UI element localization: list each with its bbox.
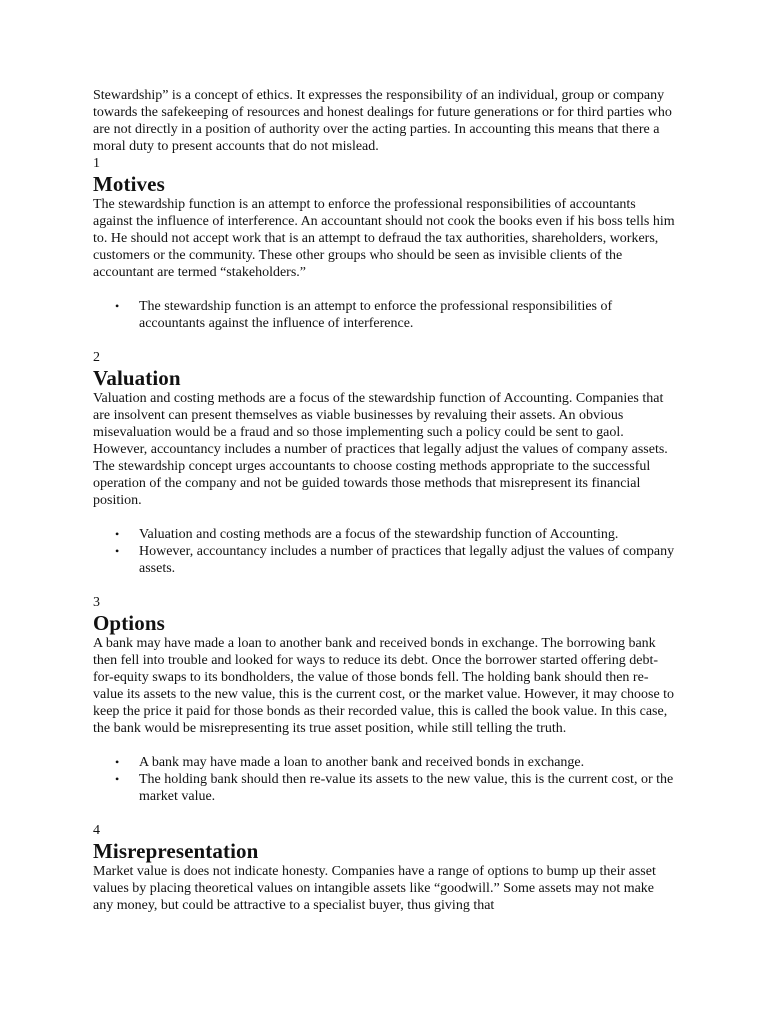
bullet-list-valuation xyxy=(93,526,677,577)
intro-paragraph: Stewardship” is a concept of ethics. It expresses the responsibility of an individual, group or company towards the safekeeping of resources and honest dealings for future generations or for third parties who are not directly in a position of authority over the acting parties. In accounting this means that there a moral duty to present accounts that do not mislead. xyxy=(93,88,672,154)
list-item: • Valuation and costing methods are a focus of the stewardship function of Accounting. xyxy=(139,526,677,543)
section-number-1: 1 xyxy=(93,156,100,171)
section-number-2: 2 xyxy=(93,350,100,365)
section-body-options: A bank may have made a loan to another bank and received bonds in exchange. The borrowing bank then fell into trouble and looked for ways to reduce its debt. Once the borrower started offering debt-for-equity swaps to its bondholders, the value of those bonds fell. The holding bank should then re-value its assets to the new value, this is the current cost, or the market value. However, it may choose to keep the price it paid for those bonds as their recorded value, this is called the book value. In this case, the bank would be misrepresenting its true asset position, while still telling the truth. xyxy=(93,636,675,736)
section-heading-motives: Motives xyxy=(93,172,165,196)
list-item: • The stewardship function is an attempt to enforce the professional responsibilities of accountants against the influence of interference. xyxy=(139,298,677,332)
bullet-list-motives xyxy=(93,298,677,332)
list-item: • However, accountancy includes a number of practices that legally adjust the values of company assets. xyxy=(139,543,677,577)
section-heading-options: Options xyxy=(93,611,165,635)
list-item: • The holding bank should then re-value its assets to the new value, this is the current cost, or the market value. xyxy=(139,771,677,805)
section-heading-valuation: Valuation xyxy=(93,366,181,390)
section-number-3: 3 xyxy=(93,595,100,610)
list-item: • A bank may have made a loan to another bank and received bonds in exchange. xyxy=(139,754,677,771)
section-body-misrepresentation: Market value is does not indicate honesty. Companies have a range of options to bump up their asset values by placing theoretical values on intangible assets like “goodwill.” Some assets may not make any money, but could be attractive to a specialist buyer, thus giving that xyxy=(93,864,656,913)
section-body-valuation: Valuation and costing methods are a focus of the stewardship function of Accounting. Companies that are insolvent can present themselves as viable businesses by revaluing their assets. An obvious misevaluation would be a fraud and so those implementing such a policy could be sent to gaol. However, accountancy includes a number of practices that legally adjust the values of company assets. The stewardship concept urges accountants to choose costing methods appropriate to the successful operation of the company and not be guided towards those methods that misrepresent its financial position. xyxy=(93,391,668,508)
section-number-4: 4 xyxy=(93,823,100,838)
section-body-motives: The stewardship function is an attempt to enforce the professional responsibilities of accountants against the influence of interference. An accountant should not cook the books even if his boss tells him to. He should not accept work that is an attempt to defraud the tax authorities, shareholders, workers, customers or the community. These other groups who should be seen as invisible clients of the accountant are termed “stakeholders.” xyxy=(93,197,675,280)
section-heading-misrepresentation: Misrepresentation xyxy=(93,839,259,863)
bullet-list-options xyxy=(93,754,677,805)
document-page xyxy=(93,87,677,914)
